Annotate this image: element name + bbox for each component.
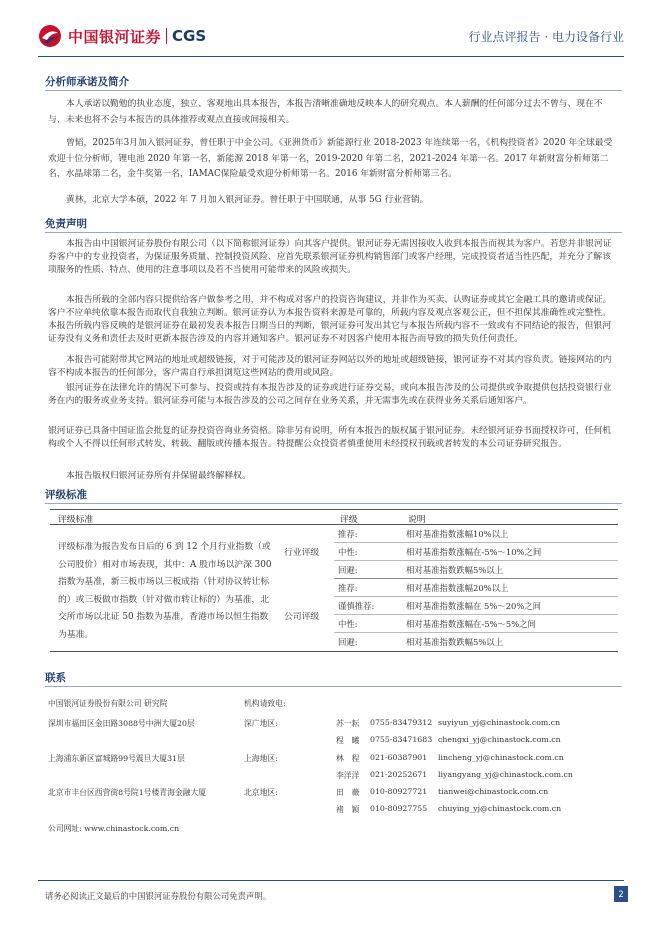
contact-name: 李洋洋 [336,771,360,780]
section-title-analyst: 分析师承诺及简介 [45,76,129,88]
address-shanghai: 上海浦东新区富城路99号震旦大厦31层 [48,754,185,763]
section-title-contact: 联系 [45,672,66,684]
contact-email[interactable]: lincheng_yj@chinastock.com.cn [438,753,564,762]
rating-level: 中性: [338,547,358,557]
logo-text: 中国银河证券 [68,27,162,46]
contact-name: 褚 颖 [336,805,360,814]
logo-cgs: CGS [172,27,207,45]
rating-desc: 相对基准指数跌幅5%以上 [406,565,504,575]
section-divider [45,90,622,91]
disclaimer-p3: 本报告可能附带其它网站的地址或超级链接，对于可能涉及的银河证券网站以外的地址或超级链接，银河证券不对其内容负责。链接网站的内容不构成本报告的任何部分，客户需自行承担浏览这些网站的费用或风险。 [48,355,612,378]
disclaimer-p4: 银河证券在法律允许的情况下可参与、投资或持有本报告涉及的证券或进行证券交易，或向本报告涉及的公司提供或争取提供包括投资银行业务在内的服务或业务支持。银河证券可能与本报告涉及的公司之间存在业务关系，并无需事先或在获得业务关系后通知客户。 [48,383,612,406]
region-beijing: 北京地区: [244,788,278,797]
rating-table-bottom-rule [50,651,618,652]
region-shanghai: 上海地区: [244,754,278,763]
rating-level: 回避: [338,565,358,575]
contact-phone: 010-80927721 [370,787,428,796]
footer-divider [38,880,624,881]
analyst-commitment: 本人承诺以勤勉的执业态度，独立、客观地出具本报告，本报告清晰准确地反映本人的研究观点。本人薪酬的任何部分过去不曾与、现在不与、未来也将不会与本报告的具体推荐或观点直接或间接相关。 [48,99,603,125]
company-logo [38,24,206,48]
rating-level: 推荐: [338,529,358,539]
table-row [334,615,618,633]
col-rating: 评级 [340,515,358,525]
address-beijing: 北京市丰台区西营街8号院1号楼青海金融大厦 [48,788,207,797]
table-row [334,633,618,651]
disclaimer-p2: 本报告所载的全部内容只提供给客户做参考之用，并不构成对客户的投资咨询建议，并非作为买卖、认购证券或其它金融工具的邀请或保证。客户不应单纯依靠本报告而取代自我独立判断。银河证券认为本报告资料来源是可靠的，所载内容及观点客观公正，但不担保其准确性或完整性。本报告所载内容反映的是银河证券在最初发表本报告日期当日的判断，银河证券可发出其它与本报告所载内容不一致或有不同结论的报告，但银河证券没有义务和责任去及时更新本报告涉及的内容并通知客户。银河证券不对因客户使用本报告而导致的损失负任何责任。 [48,295,612,344]
section-divider [45,232,622,233]
contact-email[interactable]: suyiyun_yj@chinastock.com.cn [438,718,561,727]
contact-email[interactable]: liyangyang_yj@chinastock.com.cn [438,770,573,779]
disclaimer-p6: 本报告版权归银河证券所有并保留最终解释权。 [66,471,251,481]
logo-divider [166,28,167,44]
rating-desc: 相对基准指数涨幅在 5%～20%之间 [406,601,542,611]
contact-phone: 010-80927755 [370,804,428,813]
page-number: 2 [614,886,628,902]
table-row [334,525,618,543]
contact-phone: 021-20252671 [370,770,428,779]
industry-rating-label: 行业评级 [284,548,320,558]
rating-table-header [50,509,618,525]
contact-phone: 0755-83479312 [370,718,433,727]
contact-phone: 021-60387901 [370,753,428,762]
table-row [334,579,618,597]
disclaimer-p5: 银河证券已具备中国证监会批复的证券投资咨询业务资格。除非另有说明，所有本报告的版权属于银河证券。未经银河证券书面授权许可，任何机构或个人不得以任何形式转发、转载、翻版或传播本报告。特提醒公众投资者慎重使用未经授权刊载或者转发的本公司证券研究报告。 [48,426,612,449]
company-rating-label: 公司评级 [284,612,320,622]
disclaimer-p1: 本报告由中国银河证券股份有限公司（以下简称银河证券）向其客户提供。银河证券无需因接收人收到本报告而视其为客户。若您并非银河证券客户中的专业投资者，为保证服务质量、控制投资风险、应首先联系银河证券机构销售部门或客户经理，完成投资者适当性匹配，并充分了解该项服务的性质、特点、使用的注意事项以及若不当使用可能带来的风险或损失。 [48,239,612,275]
rating-desc: 相对基准指数涨幅在-5%～10%之间 [406,547,542,557]
rating-level: 推荐: [338,583,358,593]
contact-name: 田 薇 [336,788,360,797]
contact-phone: 0755-83471683 [370,735,433,744]
section-divider [45,686,622,687]
section-divider [45,503,622,504]
rating-description: 评级标准为报告发布日后的 6 到 12 个月行业指数（或公司股价）相对市场表现，其中：A 股市场以沪深 300 指数为基准，新三板市场以三板成指（针对协议转让标的）或三板做市指数（针对做市转让标的）为基准，北交所市场以北证 50 指数为基准，香港市场以恒生指数为基准。 [58,542,272,640]
sales-label: 机构请致电: [244,699,286,708]
table-row [334,561,618,579]
contact-email[interactable]: tianwei@chinastock.com.cn [438,787,549,796]
rating-level: 中性: [338,619,358,629]
analyst-bio-huang: 黄林，北京大学本硕，2022 年 7 月加入银河证券。曾任职于中国联通，从事 5G 行业营销。 [66,195,429,205]
page-header [38,20,624,54]
region-shenzhen: 深广地区: [244,719,278,728]
logo-icon [38,24,62,48]
col-standard: 评级标准 [58,515,94,525]
footer-note: 请务必阅读正文最后的中国银河证券股份有限公司免责声明。 [45,891,272,901]
company-website[interactable]: 公司网址: www.chinastock.com.cn [48,824,180,833]
col-description: 说明 [408,515,426,525]
rating-desc: 相对基准指数跌幅5%以上 [406,637,504,647]
rating-desc: 相对基准指数涨幅20%以上 [406,583,509,593]
header-divider [38,56,624,57]
table-row [334,597,618,615]
contact-name: 苏一耘 [336,719,360,728]
section-title-disclaimer: 免责声明 [45,218,87,230]
report-type: 行业点评报告 · 电力设备行业 [468,30,624,44]
contact-email[interactable]: chengxi_yj@chinastock.com.cn [438,735,561,744]
contact-name: 林 程 [336,754,360,763]
contact-name: 程 曦 [336,736,360,745]
rating-level: 回避: [338,637,358,647]
address-shenzhen: 深圳市福田区金田路3088号中洲大厦20层 [48,719,195,728]
section-title-rating: 评级标准 [45,489,87,501]
rating-desc: 相对基准指数涨幅10%以上 [406,529,509,539]
table-row [334,543,618,561]
research-institute: 中国银河证券股份有限公司 研究院 [48,699,168,708]
rating-level: 谨慎推荐: [338,601,375,611]
analyst-bio-zeng: 曾韬，2025年3月加入银河证券，曾任职于中金公司。《亚洲货币》新能源行业 2018-2023 年连续第一名，《机构投资者》2020 年全球最受欢迎十位分析师，锂电池 2020 年第一名，新能源 2018 年第一名，2019-2020 年第二名，2021-2024 年第一名。2017 年新财富分析师第二名，水晶球第二名，金牛奖第一名，IAMAC保险最受欢迎分析师第一名。2016 年新财富分析师第三名。 [48,138,613,179]
rating-desc: 相对基准指数涨幅在-5%～5%之间 [406,619,536,629]
contact-email[interactable]: chuying_yj@chinastock.com.cn [438,804,562,813]
